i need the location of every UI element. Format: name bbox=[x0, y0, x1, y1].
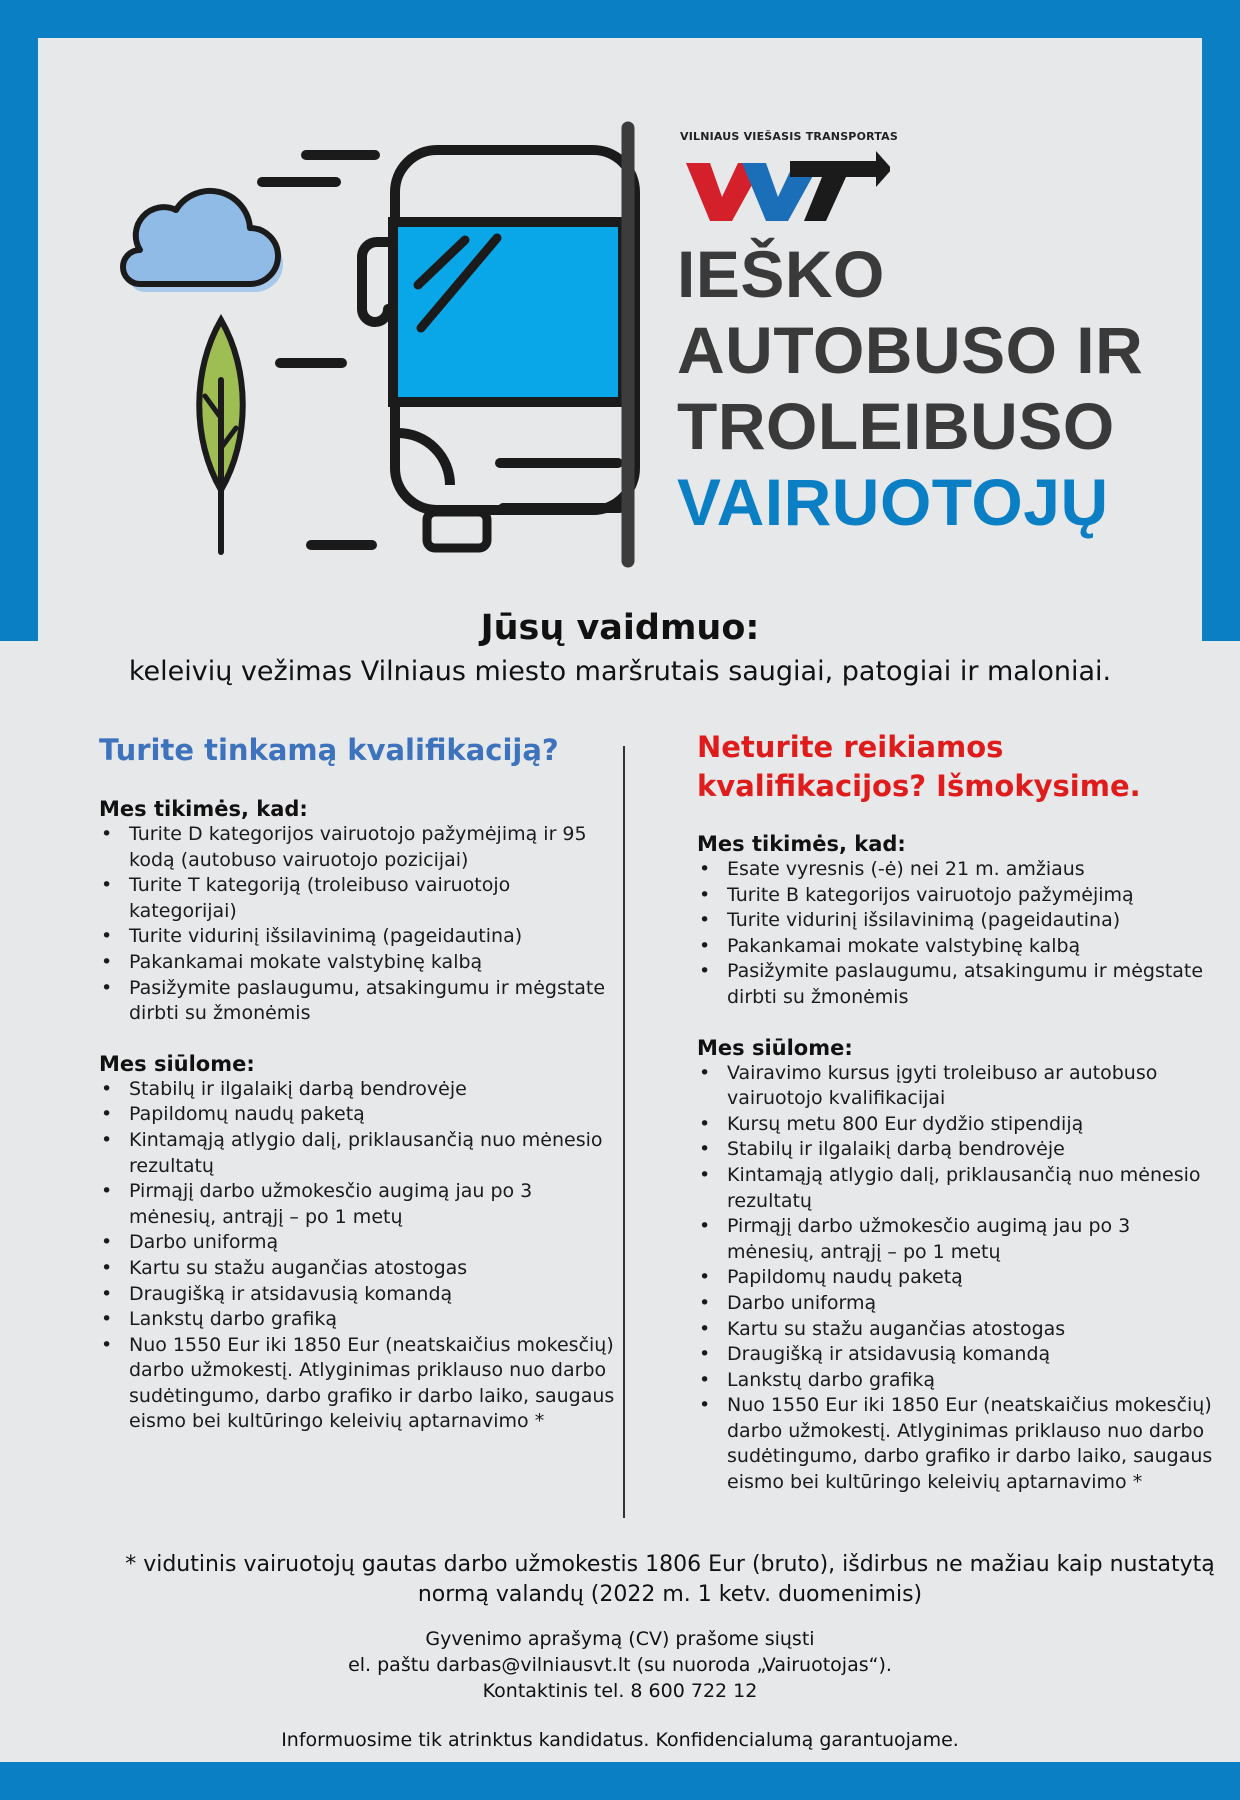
list-item: • Kartu su stažu augančias atostogas bbox=[99, 1256, 619, 1282]
confidentiality-notice: Informuosime tik atrinktus kandidatus. Konfidencialumą garantuojame. bbox=[281, 1729, 959, 1751]
qualified-offer-list bbox=[99, 1077, 619, 1435]
list-item: • Pasižymite paslaugumu, atsakingumu ir mėgstate dirbti su žmonėmis bbox=[697, 959, 1217, 1010]
qualified-expect-title: Mes tikimės, kad: bbox=[99, 797, 308, 821]
contact-phone-line: Kontaktinis tel. 8 600 722 12 bbox=[482, 1680, 758, 1702]
footnote-line1: * vidutinis vairuotojų gautas darbo užmokestis 1806 Eur (bruto), išdirbus ne mažiau kaip nustatytą bbox=[125, 1552, 1215, 1577]
training-column bbox=[697, 728, 1217, 1496]
cloud-icon bbox=[123, 191, 283, 292]
list-item: • Turite vidurinį išsilavinimą (pageidautina) bbox=[697, 908, 1217, 934]
list-item: • Papildomų naudų paketą bbox=[99, 1102, 619, 1128]
role-title: Jūsų vaidmuo: bbox=[480, 608, 760, 648]
list-item: • Turite T kategoriją (troleibuso vairuotojo kategorijai) bbox=[99, 873, 619, 924]
list-item: • Darbo uniformą bbox=[697, 1291, 1217, 1317]
left-frame-bar bbox=[0, 0, 38, 641]
list-item: • Pakankamai mokate valstybinę kalbą bbox=[697, 934, 1217, 960]
qualified-column bbox=[99, 728, 619, 1435]
training-heading: Neturite reikiamos kvalifikacijos? Išmokysime. bbox=[697, 730, 1141, 803]
list-item: • Turite B kategorijos vairuotojo pažymėjimą bbox=[697, 883, 1217, 909]
list-item: • Stabilų ir ilgalaikį darbą bendrovėje bbox=[697, 1137, 1217, 1163]
bus-illustration bbox=[110, 110, 670, 580]
contact-line1: Gyvenimo aprašymą (CV) prašome siųsti bbox=[425, 1628, 815, 1650]
list-item: • Draugišką ir atsidavusią komandą bbox=[99, 1282, 619, 1308]
brand-caption: VILNIAUS VIEŠASIS TRANSPORTAS bbox=[680, 130, 898, 143]
training-expect-title: Mes tikimės, kad: bbox=[697, 832, 906, 856]
headline-line1: IEŠKO bbox=[677, 237, 885, 311]
list-item: • Pasižymite paslaugumu, atsakingumu ir mėgstate dirbti su žmonėmis bbox=[99, 976, 619, 1027]
salary-footnote bbox=[100, 1550, 1240, 1610]
training-offer-title: Mes siūlome: bbox=[697, 1035, 853, 1060]
headline bbox=[677, 236, 1143, 540]
role-description: keleivių vežimas Vilniaus miesto maršrutais saugiai, patogiai ir maloniai. bbox=[128, 656, 1112, 687]
list-item: • Darbo uniformą bbox=[99, 1230, 619, 1256]
list-item: • Vairavimo kursus įgyti troleibuso ar autobuso vairuotojo kvalifikacijai bbox=[697, 1061, 1217, 1112]
footnote-line2: normą valandų (2022 m. 1 ketv. duomenimis) bbox=[417, 1582, 923, 1607]
list-item: • Kartu su stažu augančias atostogas bbox=[697, 1317, 1217, 1343]
right-frame-bar bbox=[1202, 0, 1240, 641]
list-item: • Pakankamai mokate valstybinę kalbą bbox=[99, 950, 619, 976]
bus-icon bbox=[362, 128, 635, 561]
headline-line3: TROLEIBUSO bbox=[677, 389, 1115, 463]
headline-line4: VAIRUOTOJŲ bbox=[677, 465, 1109, 539]
list-item: • Kursų metu 800 Eur dydžio stipendiją bbox=[697, 1112, 1217, 1138]
tree-icon bbox=[199, 320, 243, 552]
qualified-expect-list bbox=[99, 822, 619, 1027]
list-item: • Nuo 1550 Eur iki 1850 Eur (neatskaičius mokesčių) darbo užmokestį. Atlyginimas priklauso nuo darbo sudėtingumo, darbo grafiko ir darbo laiko, saugaus eismo bei kultūringo keleivių aptarnavimo * bbox=[697, 1393, 1217, 1495]
list-item: • Kintamąją atlygio dalį, priklausančią nuo mėnesio rezultatų bbox=[99, 1128, 619, 1179]
brand-block bbox=[680, 130, 1220, 225]
top-frame-bar bbox=[0, 0, 1240, 38]
list-item: • Papildomų naudų paketą bbox=[697, 1265, 1217, 1291]
list-item: • Kintamąją atlygio dalį, priklausančią nuo mėnesio rezultatų bbox=[697, 1163, 1217, 1214]
list-item: • Pirmąjį darbo užmokesčio augimą jau po 3 mėnesių, antrąjį – po 1 metų bbox=[99, 1179, 619, 1230]
qualified-heading: Turite tinkamą kvalifikaciją? bbox=[99, 733, 559, 767]
headline-line2: AUTOBUSO IR bbox=[677, 313, 1144, 387]
training-expect-list bbox=[697, 857, 1217, 1011]
training-offer-list bbox=[697, 1061, 1217, 1496]
list-item: • Turite D kategorijos vairuotojo pažymėjimą ir 95 kodą (autobuso vairuotojo pozicijai) bbox=[99, 822, 619, 873]
list-item: • Draugišką ir atsidavusią komandą bbox=[697, 1342, 1217, 1368]
list-item: • Lankstų darbo grafiką bbox=[697, 1368, 1217, 1394]
contact-email-line: el. paštu darbas@vilniausvt.lt (su nuoroda „Vairuotojas“). bbox=[348, 1654, 892, 1676]
qualified-offer-title: Mes siūlome: bbox=[99, 1051, 255, 1076]
list-item: • Esate vyresnis (-ė) nei 21 m. amžiaus bbox=[697, 857, 1217, 883]
bottom-frame-bar bbox=[0, 1762, 1240, 1800]
list-item: • Turite vidurinį išsilavinimą (pageidautina) bbox=[99, 924, 619, 950]
vvt-logo bbox=[680, 145, 890, 225]
column-divider bbox=[623, 746, 625, 1518]
list-item: • Lankstų darbo grafiką bbox=[99, 1307, 619, 1333]
list-item: • Nuo 1550 Eur iki 1850 Eur (neatskaičius mokesčių) darbo užmokestį. Atlyginimas priklauso nuo darbo sudėtingumo, darbo grafiko ir darbo laiko, saugaus eismo bei kultūringo keleivių aptarnavimo * bbox=[99, 1333, 619, 1435]
list-item: • Pirmąjį darbo užmokesčio augimą jau po 3 mėnesių, antrąjį – po 1 metų bbox=[697, 1214, 1217, 1265]
speed-lines bbox=[262, 155, 375, 545]
list-item: • Stabilų ir ilgalaikį darbą bendrovėje bbox=[99, 1077, 619, 1103]
contact-block bbox=[0, 1626, 1240, 1704]
